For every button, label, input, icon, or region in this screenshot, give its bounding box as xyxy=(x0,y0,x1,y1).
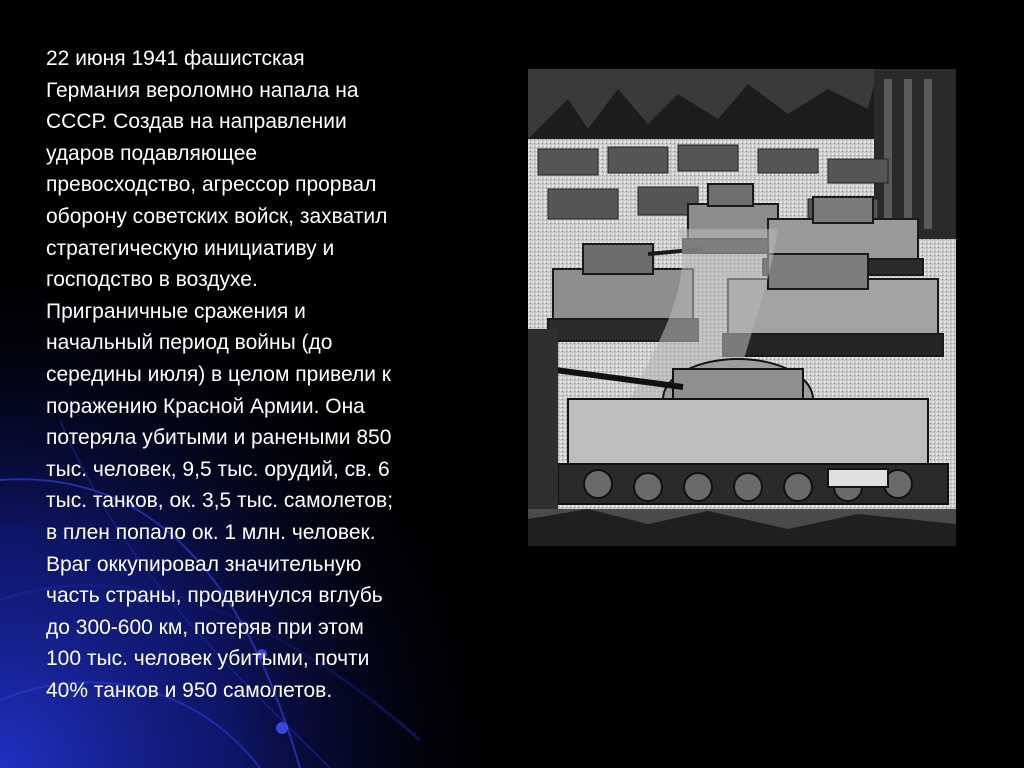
text-line: 100 тыс. человек убитыми, почти xyxy=(46,647,370,671)
text-line: оборону советских войск, захватил xyxy=(46,204,388,228)
text-line: в плен попало ок. 1 млн. человек. xyxy=(46,520,376,544)
text-line: СССР. Создав на направлении xyxy=(46,110,347,134)
text-line: тыс. человек, 9,5 тыс. орудий, св. 6 xyxy=(46,457,390,481)
text-line: часть страны, продвинулся вглубь xyxy=(46,584,383,608)
text-line: 22 июня 1941 фашистская xyxy=(46,47,305,70)
tanks-photo-illustration xyxy=(528,69,956,546)
text-line: потеряла убитыми и ранеными 850 xyxy=(46,426,392,450)
text-line: 40% танков и 950 самолетов. xyxy=(46,678,333,702)
text-line: середины июля) в целом привели к xyxy=(46,362,391,386)
text-line: тыс. танков, ок. 3,5 тыс. самолетов; xyxy=(46,489,394,513)
text-line: поражению Красной Армии. Она xyxy=(46,394,365,418)
text-line: Германия вероломно напала на xyxy=(46,78,359,102)
text-line: Враг оккупировал значительную xyxy=(46,552,362,576)
text-line: превосходство, агрессор прорвал xyxy=(46,173,377,197)
text-line: господство в воздухе. xyxy=(46,268,258,292)
text-line: до 300-600 км, потеряв при этом xyxy=(46,615,364,639)
text-line: ударов подавляющее xyxy=(46,141,258,165)
destroyed-tanks-photo xyxy=(528,69,956,546)
text-line: Приграничные сражения и xyxy=(46,299,306,323)
slide-body-text xyxy=(46,43,486,706)
text-line: стратегическую инициативу и xyxy=(46,236,335,260)
text-line: начальный период войны (до xyxy=(46,331,333,355)
